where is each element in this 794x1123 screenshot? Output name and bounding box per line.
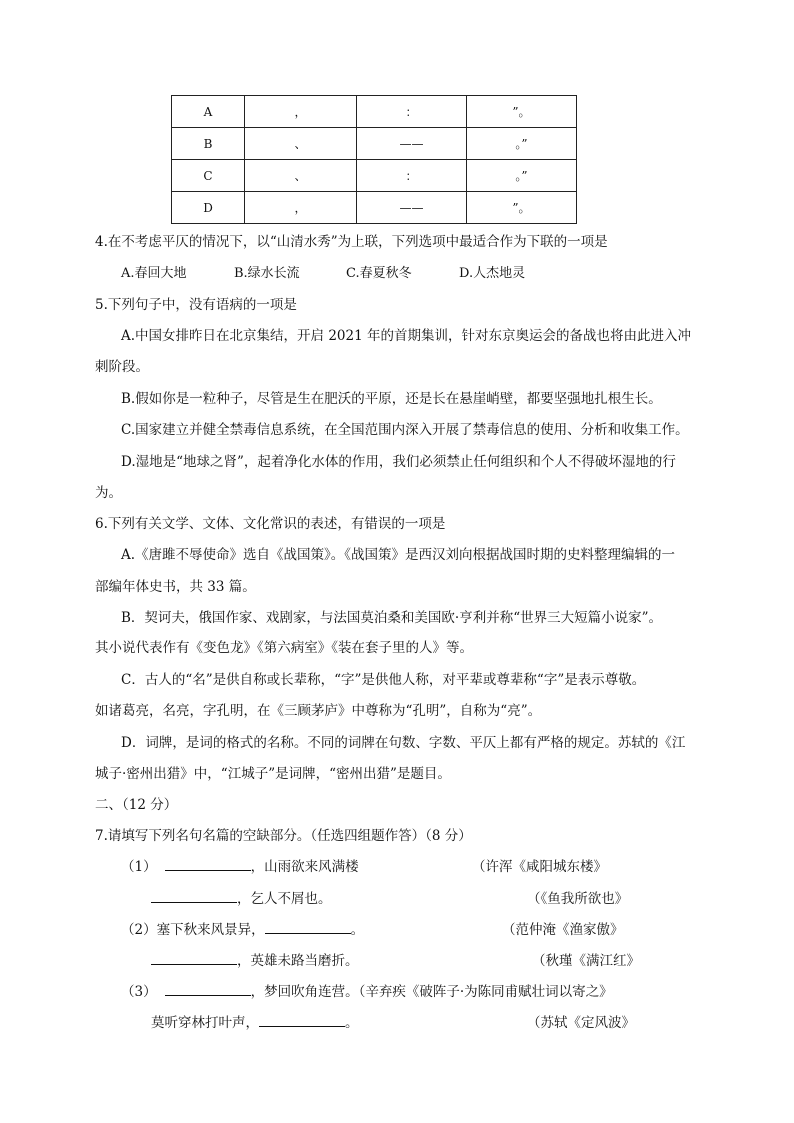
table-row <box>172 128 577 160</box>
q6-option-c-cont: 如诸葛亮，名亮，字孔明，在《三顾茅庐》中尊称为“孔明”，自称为“亮”。 <box>95 703 542 719</box>
q7-group1-line1 <box>121 855 359 875</box>
q4-option-d: D.人杰地灵 <box>459 266 526 281</box>
table-cell: 、 <box>245 160 357 192</box>
q7-group1-line1-text: ，山雨欲来风满楼 <box>250 859 359 875</box>
q7-group2-line1-source: （范仲淹《渔家傲》 <box>502 922 624 938</box>
q7-group1-line2-source: （《鱼我所欲也》 <box>527 891 629 907</box>
q7-group1-number: （1） <box>121 859 157 875</box>
q7-group2-line1-end: 。 <box>350 922 365 938</box>
table-cell: ： <box>357 96 467 128</box>
q6-option-a: A.《唐雎不辱使命》选自《战国策》。《战国策》是西汉刘向根据战国时期的史料整理编辑的一 <box>121 547 676 563</box>
table-cell: ， <box>245 192 357 224</box>
table-cell: ”。 <box>467 192 577 224</box>
q6-stem: 6.下列有关文学、文体、文化常识的表述，有错误的一项是 <box>95 516 446 532</box>
q5-option-d-cont: 为。 <box>95 485 122 501</box>
q5-option-a: A.中国女排昨日在北京集结，开启 2021 年的首期集训，针对东京奥运会的备战也将由此进入冲 <box>121 328 691 344</box>
table-cell: ： <box>357 160 467 192</box>
q7-group2-line1 <box>121 918 364 938</box>
q7-group1-line2 <box>151 887 332 907</box>
q6-option-a-cont: 部编年体史书，共 33 篇。 <box>95 579 256 595</box>
q7-blank-1[interactable] <box>165 856 251 871</box>
q7-group3-line2-end: 。 <box>345 1015 359 1031</box>
table-cell: C <box>172 160 245 192</box>
q7-blank-6[interactable] <box>259 1012 345 1027</box>
q6-option-b-cont: 其小说代表作有《变色龙》《第六病室》《装在套子里的人》等。 <box>95 640 473 656</box>
q5-option-d: D.湿地是“地球之肾”，起着净化水体的作用，我们必须禁止任何组织和个人不得破坏湿地的行 <box>121 454 676 470</box>
q7-blank-5[interactable] <box>165 981 251 996</box>
q7-group3-line2-text: 莫听穿林打叶声， <box>151 1015 259 1031</box>
table-cell: ， <box>245 96 357 128</box>
q7-blank-2[interactable] <box>151 888 237 903</box>
q7-group3-line2-source: （苏轼《定风波》 <box>527 1015 635 1031</box>
q5-option-b: B.假如你是一粒种子，尽管是生在肥沃的平原，还是长在悬崖峭壁，都要坚强地扎根生长。 <box>121 391 662 407</box>
q4-option-c: C.春夏秋冬 <box>346 266 412 281</box>
q7-group3-number: （3） <box>121 984 157 1000</box>
table-cell: 。” <box>467 128 577 160</box>
q5-option-c: C.国家建立并健全禁毒信息系统，在全国范围内深入开展了禁毒信息的使用、分析和收集工作。 <box>121 422 689 438</box>
section-heading: 二、（12 分） <box>95 797 178 813</box>
q7-group3-line1-text: ，梦回吹角连营。（辛弃疾《破阵子·为陈同甫赋壮词以寄之》 <box>250 984 613 1000</box>
q4-option-b: B.绿水长流 <box>234 266 300 281</box>
table-cell: D <box>172 192 245 224</box>
q7-group2-line1-text: （2）塞下秋来风景异， <box>121 922 265 938</box>
table-cell: 。” <box>467 160 577 192</box>
q6-option-d-cont: 城子·密州出猎》中，“江城子”是词牌，“密州出猎”是题目。 <box>95 766 451 782</box>
table-cell: 、 <box>245 128 357 160</box>
table-cell: —— <box>357 192 467 224</box>
options-table <box>171 95 577 224</box>
table-cell: ”。 <box>467 96 577 128</box>
q7-group1-line2-text: ，乞人不屑也。 <box>237 891 332 907</box>
table-row <box>172 96 577 128</box>
q5-option-a-cont: 刺阶段。 <box>95 359 149 375</box>
q7-group2-line2-text: ，英雄未路当磨折。 <box>237 953 359 969</box>
q6-option-c: C．古人的“名”是供自称或长辈称，“字”是供他人称，对平辈或尊辈称“字”是表示尊敬。 <box>121 672 646 688</box>
q7-stem: 7.请填写下列名句名篇的空缺部分。（任选四组题作答）（8 分） <box>95 828 472 844</box>
q6-option-d: D．词牌，是词的格式的名称。不同的词牌在句数、字数、平仄上都有严格的规定。苏轼的《江 <box>121 735 686 751</box>
q4-option-a: A.春回大地 <box>121 266 187 281</box>
table-cell: —— <box>357 128 467 160</box>
q5-stem: 5.下列句子中，没有语病的一项是 <box>95 297 297 313</box>
table-row <box>172 192 577 224</box>
q7-group2-line2-source: （秋瑾《满江红》 <box>532 953 640 969</box>
q7-group2-line2 <box>151 949 359 969</box>
q7-blank-3[interactable] <box>265 919 351 934</box>
table-cell: A <box>172 96 245 128</box>
q6-option-b: B．契诃夫，俄国作家、戏剧家，与法国莫泊桑和美国欧·亨利并称“世界三大短篇小说家”。 <box>121 610 663 626</box>
q7-group3-line2 <box>151 1011 359 1031</box>
q7-blank-4[interactable] <box>151 950 237 965</box>
table-cell: B <box>172 128 245 160</box>
q7-group3-line1 <box>121 980 613 1000</box>
table-row <box>172 160 577 192</box>
q4-stem: 4.在不考虑平仄的情况下，以“山清水秀”为上联，下列选项中最适合作为下联的一项是 <box>95 234 608 250</box>
q7-group1-line1-source: （许浑《咸阳城东楼》 <box>472 859 607 875</box>
